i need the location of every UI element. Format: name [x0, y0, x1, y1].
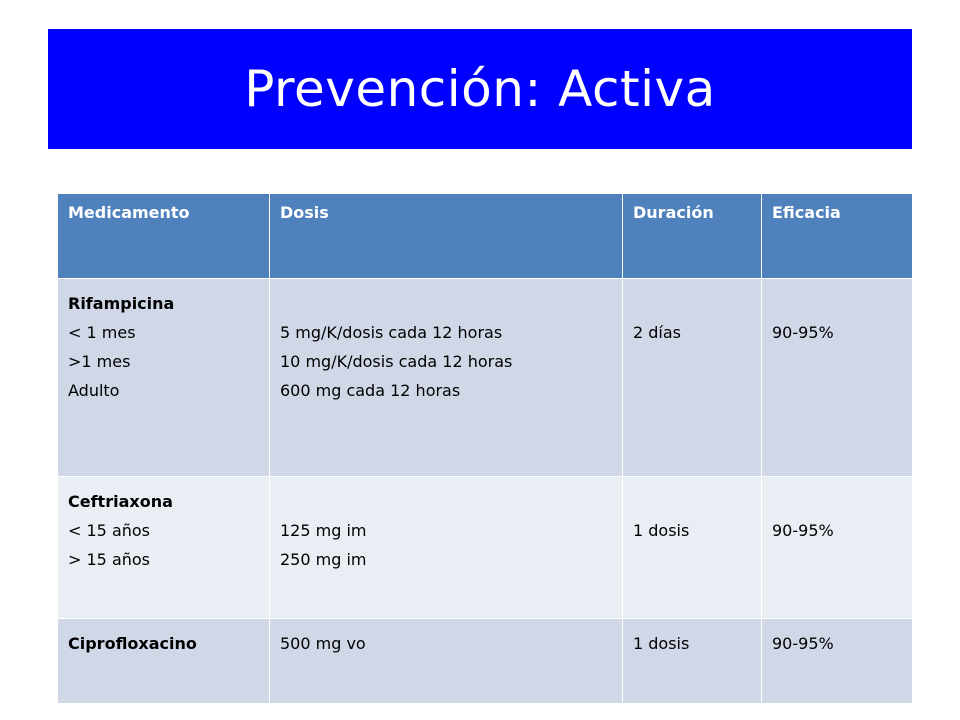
- duration-value: 1 dosis: [633, 521, 690, 540]
- patient-group: < 1 mes: [68, 323, 136, 342]
- drug-cell: [58, 279, 270, 477]
- dose-cell: [270, 477, 623, 619]
- header-dosis: Dosis: [270, 194, 623, 279]
- dose-value: 600 mg cada 12 horas: [280, 381, 461, 400]
- patient-group: > 15 años: [68, 550, 151, 569]
- duration-cell: [623, 279, 762, 477]
- drug-name: Rifampicina: [68, 294, 175, 313]
- prevention-table: [57, 193, 913, 704]
- drug-cell: [58, 619, 270, 704]
- header-eficacia: Eficacia: [762, 194, 913, 279]
- table-row: [58, 477, 913, 619]
- patient-group: >1 mes: [68, 352, 131, 371]
- dose-value: 125 mg im: [280, 521, 367, 540]
- title-banner: [48, 29, 912, 149]
- efficacy-cell: [762, 477, 913, 619]
- dose-cell: [270, 279, 623, 477]
- patient-group: < 15 años: [68, 521, 151, 540]
- patient-group: Adulto: [68, 381, 120, 400]
- efficacy-value: 90-95%: [772, 323, 834, 342]
- header-duracion: Duración: [623, 194, 762, 279]
- dose-value: 500 mg vo: [280, 634, 366, 653]
- table-header-row: [58, 194, 913, 279]
- drug-name: Ciprofloxacino: [68, 634, 197, 653]
- efficacy-cell: [762, 619, 913, 704]
- dose-value: 250 mg im: [280, 550, 367, 569]
- duration-cell: [623, 619, 762, 704]
- header-medicamento: Medicamento: [58, 194, 270, 279]
- dose-cell: [270, 619, 623, 704]
- drug-cell: [58, 477, 270, 619]
- table-row: [58, 279, 913, 477]
- dose-value: 5 mg/K/dosis cada 12 horas: [280, 323, 503, 342]
- efficacy-value: 90-95%: [772, 634, 834, 653]
- duration-value: 1 dosis: [633, 634, 690, 653]
- drug-name: Ceftriaxona: [68, 492, 173, 511]
- dose-value: 10 mg/K/dosis cada 12 horas: [280, 352, 513, 371]
- efficacy-value: 90-95%: [772, 521, 834, 540]
- duration-cell: [623, 477, 762, 619]
- slide-title: Prevención: Activa: [244, 60, 716, 118]
- table-row: [58, 619, 913, 704]
- duration-value: 2 días: [633, 323, 682, 342]
- efficacy-cell: [762, 279, 913, 477]
